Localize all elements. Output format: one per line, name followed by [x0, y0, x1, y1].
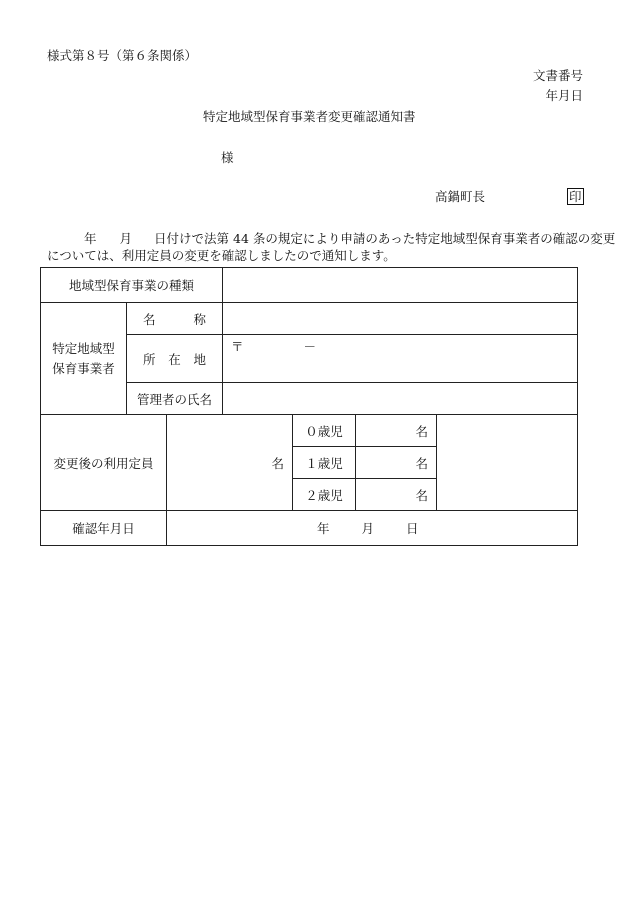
- confirm-date-label: 確認年月日: [41, 511, 167, 546]
- name-label: [127, 303, 223, 335]
- capacity-row-age0: [41, 415, 578, 447]
- postal-mark: 〒: [231, 339, 244, 354]
- age-1-unit: 名: [415, 455, 429, 471]
- name-value-cell[interactable]: [223, 303, 578, 335]
- body-line-1: [47, 231, 615, 247]
- capacity-blank-cell: [437, 415, 578, 511]
- form-number: 様式第８号（第６条関係）: [47, 48, 198, 63]
- capacity-label: 変更後の利用定員: [41, 415, 167, 511]
- issue-date: 年月日: [545, 88, 583, 103]
- location-label-char-2: 在: [168, 351, 181, 367]
- age-1-count-cell[interactable]: [356, 447, 437, 479]
- name-label-char-1: 名: [143, 311, 156, 327]
- type-value-cell[interactable]: [223, 268, 578, 303]
- body-line-2: については、利用定員の変更を確認しましたので通知します。: [47, 248, 396, 263]
- sender-name: 高鍋町長: [435, 189, 486, 204]
- form-table: [40, 267, 578, 546]
- age-1-label: １歳児: [293, 447, 356, 479]
- name-row: [41, 303, 578, 335]
- body-year: 年: [84, 231, 97, 246]
- location-label-char-3: 地: [193, 351, 207, 367]
- confirm-year: 年: [317, 521, 330, 536]
- document-title: 特定地域型保育事業者変更確認通知書: [203, 109, 416, 124]
- location-label: [127, 335, 223, 383]
- type-row: [41, 268, 578, 303]
- age-2-count-cell[interactable]: [356, 479, 437, 511]
- capacity-total-cell[interactable]: [167, 415, 293, 511]
- body-text: 日付けで法第 44 条の規定により申請のあった特定地域型保育事業者の確認の変更: [154, 231, 616, 246]
- age-0-count-cell[interactable]: [356, 415, 437, 447]
- manager-value-cell[interactable]: [223, 383, 578, 415]
- age-2-label: ２歳児: [293, 479, 356, 511]
- confirm-date-cell[interactable]: [167, 511, 578, 546]
- seal-mark: 印: [569, 189, 582, 204]
- age-0-label: ０歳児: [293, 415, 356, 447]
- location-label-char-1: 所: [143, 351, 156, 367]
- document-number: 文書番号: [532, 68, 583, 83]
- postal-dash: －: [303, 339, 317, 354]
- addressee-suffix: 様: [221, 150, 234, 165]
- capacity-total-unit: 名: [271, 455, 285, 471]
- name-label-char-2: 称: [193, 311, 207, 327]
- postal-code: [231, 335, 569, 379]
- operator-label-line2: 保育事業者: [52, 360, 115, 376]
- type-label: 地域型保育事業の種類: [41, 268, 223, 303]
- age-2-unit: 名: [415, 487, 429, 503]
- body-month: 月: [119, 231, 133, 246]
- location-value-cell[interactable]: [223, 335, 578, 383]
- age-0-unit: 名: [415, 423, 429, 439]
- confirm-row: [41, 511, 578, 546]
- operator-label-cell: [41, 303, 127, 415]
- confirm-day: 日: [406, 521, 419, 536]
- manager-label: 管理者の氏名: [127, 383, 223, 415]
- confirm-month: 月: [361, 521, 375, 536]
- operator-label-line1: 特定地域型: [52, 340, 115, 356]
